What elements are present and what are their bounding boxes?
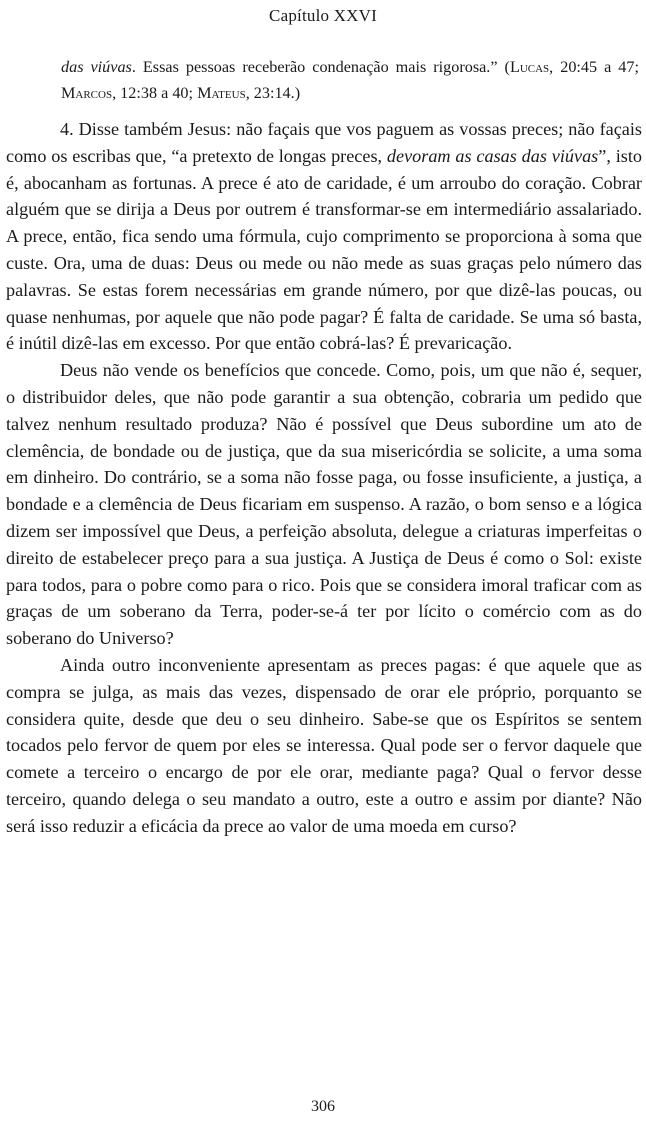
paragraph-4: [6, 116, 642, 357]
ref-mateus-loc: , 23:14.): [245, 84, 301, 102]
paragraph-4-start: 4. Disse também Jesus: não façais que vos paguem as vossas preces; não façais como os escribas que, “a pretexto de longas preces,: [6, 119, 642, 166]
page-body: [6, 54, 642, 840]
ref-lucas-loc: , 20:45 a 47;: [549, 58, 639, 76]
quote-italic-start: das viúvas: [61, 58, 132, 76]
paragraph-ainda-outro: Ainda outro inconveniente apresentam as preces pagas: é que aquele que as compra se julga, as mais das vezes, dispensado de orar ele próprio, porquanto se considera quite, desde que deu o seu dinheiro. Sabe-se que os Espíritos se sentem tocados pelo fervor de quem por eles se interessa. Qual pode ser o fervor daquele que comete a terceiro o encargo de por ele orar, mediante paga? Qual o fervor desse terceiro, quando delega o seu mandato a outro, este a outro e assim por diante? Não será isso reduzir a eficácia da prece ao valor de uma moeda em curso?: [6, 654, 642, 836]
ref-mateus: Mateus: [197, 84, 246, 102]
paragraph-4-rest: ”, isto é, abocanham as fortunas. A prece é ato de caridade, é um arroubo do coração. Cobrar alguém que se dirija a Deus por outrem é transformar-se em intermediário assalariado. A prece, então, fica sendo uma fórmula, cujo comprimento se proporciona à soma que custe. Ora, uma de duas: Deus ou mede ou não mede as suas graças pelo número das palavras. Se estas forem necessárias em grande número, por que dizê-las poucas, ou quase nenhumas, por aquele que não pode pagar? É falta de caridade. Se uma só basta, é inútil dizê-las em excesso. Por que então cobrá-las? É prevaricação.: [6, 145, 642, 354]
quote-text: . Essas pessoas receberão condenação mais rigorosa.” (: [131, 58, 510, 76]
ref-marcos: Marcos: [61, 84, 113, 102]
paragraph-deus-nao-vende: Deus não vende os benefícios que concede. Como, pois, um que não é, sequer, o distribuidor deles, que não pode garantir a sua obtenção, cobraria um pedido que talvez nenhum resultado produza? Não é possível que Deus subordine um ato de clemência, de bondade ou de justiça, que da sua misericórdia se solicite, a uma soma em dinheiro. Do contrário, se a soma não fosse paga, ou fosse insuficiente, a justiça, a bondade e a clemência de Deus ficariam em suspenso. A razão, o bom senso e a lógica dizem ser impossível que Deus, a perfeição absoluta, delegue a criaturas imperfeitas o direito de estabelecer preço para a sua justiça. A Justiça de Deus é como o Sol: existe para todos, para o pobre como para o rico. Pois que se considera imoral traficar com as graças de um soberano da Terra, poder-se-á ter por lícito o comércio com as do soberano do Universo?: [6, 360, 642, 649]
quote-continuation: [61, 54, 639, 106]
running-header: Capítulo XXVI: [269, 6, 377, 25]
ref-marcos-loc: , 12:38 a 40;: [112, 84, 198, 102]
page-number: 306: [311, 1098, 335, 1115]
ref-lucas: Lucas: [509, 58, 550, 76]
paragraph-4-italic: devoram as casas das viúvas: [386, 145, 599, 166]
